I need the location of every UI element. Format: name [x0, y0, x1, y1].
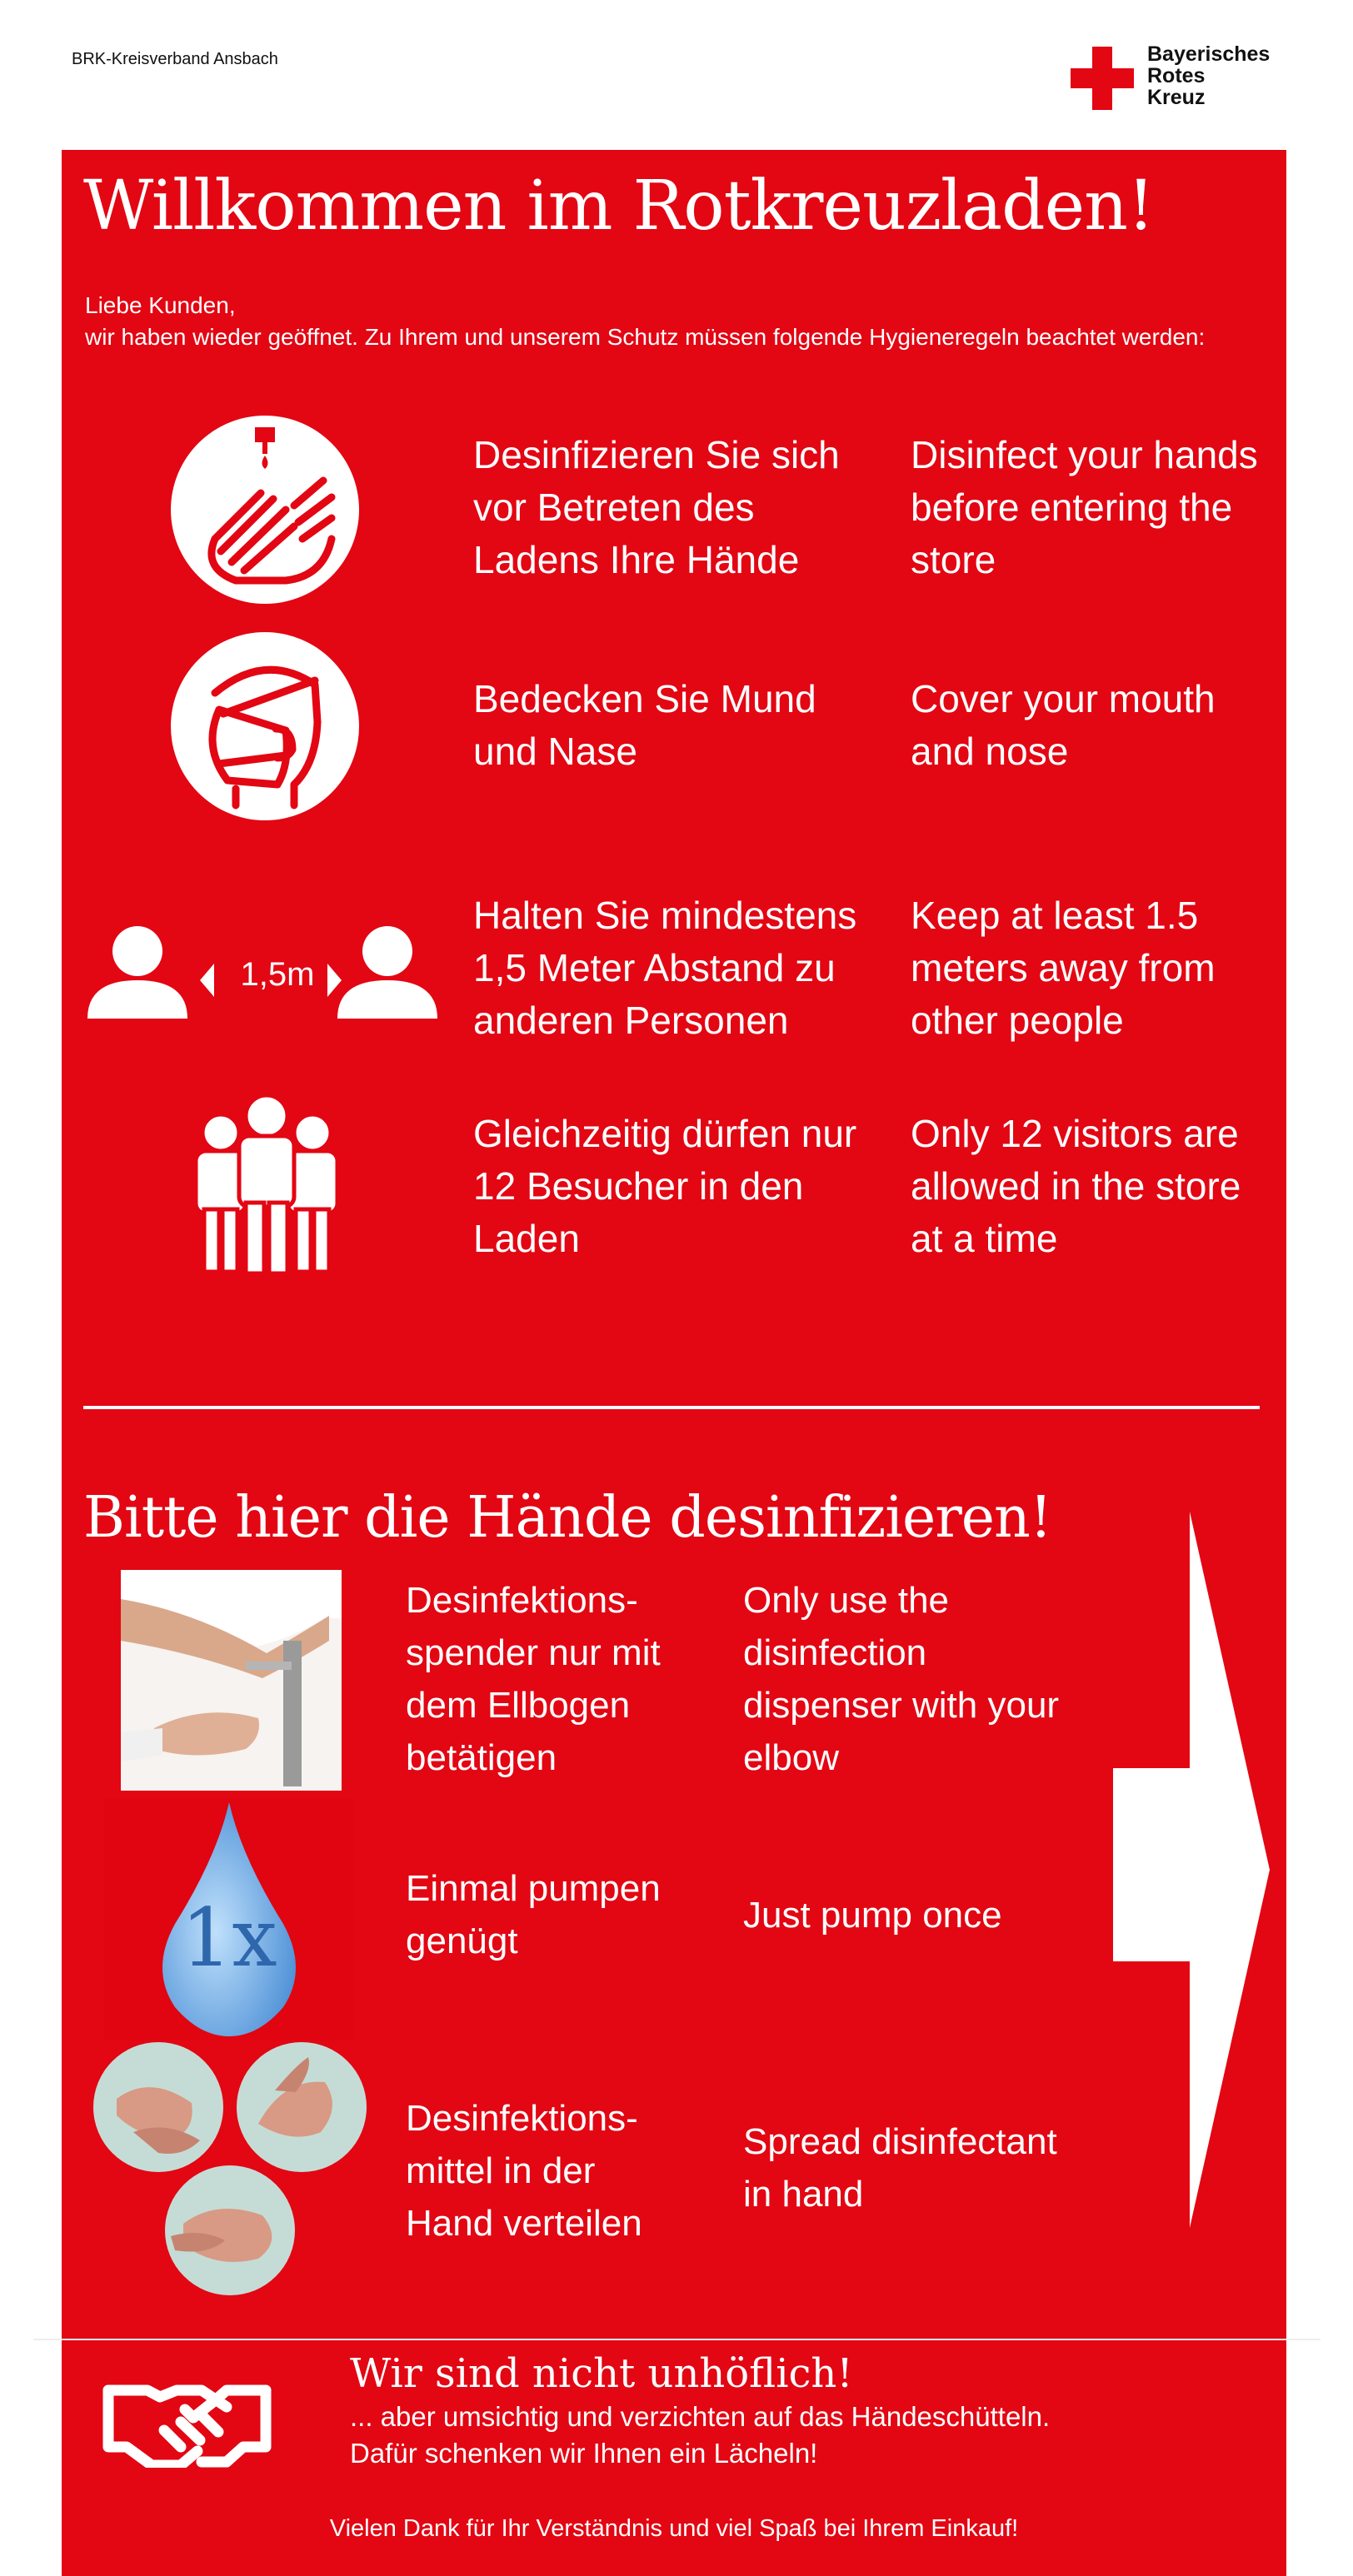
distance-label: 1,5m	[240, 956, 315, 993]
logo-line-2: Rotes	[1147, 64, 1206, 87]
footer-title: Wir sind nicht unhöflich!	[350, 2350, 853, 2397]
arrow-right-icon	[1113, 1512, 1271, 2228]
drop-label: 1x	[181, 1891, 277, 1985]
step-2-en: Just pump once	[743, 1895, 1002, 1936]
intro-line-2: wir haben wieder geöffnet. Zu Ihrem und unserem Schutz müssen folgende Hygieneregeln beachtet werden:	[85, 324, 1206, 350]
face-mask-icon	[169, 630, 361, 822]
welcome-intro	[85, 290, 1205, 353]
step-1-en: Only use the disinfection dispenser with your elbow	[743, 1580, 1060, 1778]
red-cross-icon	[1071, 47, 1134, 110]
rub-hands-icon	[92, 2040, 367, 2299]
thanks-text: Vielen Dank für Ihr Verständnis und viel Spaß bei Ihrem Einkauf!	[329, 2515, 1019, 2542]
group-icon	[187, 1093, 346, 1276]
hand-disinfect-icon	[169, 414, 361, 605]
step-1-de: Desinfektions- spender nur mit dem Ellbogen betätigen	[406, 1580, 661, 1778]
footer-lines	[350, 2399, 1050, 2472]
rule-4-de: Gleichzeitig dürfen nur 12 Besucher in den Laden	[473, 1112, 857, 1260]
rule-4-en: Only 12 visitors are allowed in the store at a time	[911, 1112, 1241, 1260]
welcome-title: Willkommen im Rotkreuzladen!	[83, 167, 1154, 246]
drop-icon	[104, 1799, 354, 2040]
footer-line-2: Dafür schenken wir Ihnen ein Lächeln!	[350, 2438, 818, 2469]
handshake-icon	[102, 2372, 272, 2468]
logo-line-3: Kreuz	[1147, 86, 1206, 109]
rule-3-de: Halten Sie mindestens 1,5 Meter Abstand zu anderen Personen	[473, 894, 857, 1042]
footer-separator	[33, 2339, 1321, 2340]
elbow-dispenser-icon	[121, 1570, 342, 1791]
intro-line-1: Liebe Kunden,	[85, 292, 236, 318]
footer-line-1: ... aber umsichtig und verzichten auf das Händeschütteln.	[350, 2401, 1051, 2432]
rule-2-de: Bedecken Sie Mund und Nase	[473, 677, 816, 773]
section-divider	[83, 1406, 1260, 1409]
step-3-de: Desinfektions- mittel in der Hand verteilen	[406, 2098, 642, 2244]
rule-1-en: Disinfect your hands before entering the store	[911, 433, 1258, 581]
rule-3-en: Keep at least 1.5 meters away from other people	[911, 894, 1216, 1042]
rule-1-de: Desinfizieren Sie sich vor Betreten des Ladens Ihre Hände	[473, 433, 840, 581]
rule-2-en: Cover your mouth and nose	[911, 677, 1216, 773]
distance-icon	[87, 920, 437, 1020]
disinfect-title: Bitte hier die Hände desinfizieren!	[83, 1485, 1052, 1551]
organization-name: BRK-Kreisverband Ansbach	[72, 50, 278, 68]
step-3-en: Spread disinfectant in hand	[743, 2121, 1057, 2215]
brk-logo	[1071, 43, 1312, 112]
step-2-de: Einmal pumpen genügt	[406, 1868, 661, 1961]
logo-line-1: Bayerisches	[1147, 42, 1271, 66]
